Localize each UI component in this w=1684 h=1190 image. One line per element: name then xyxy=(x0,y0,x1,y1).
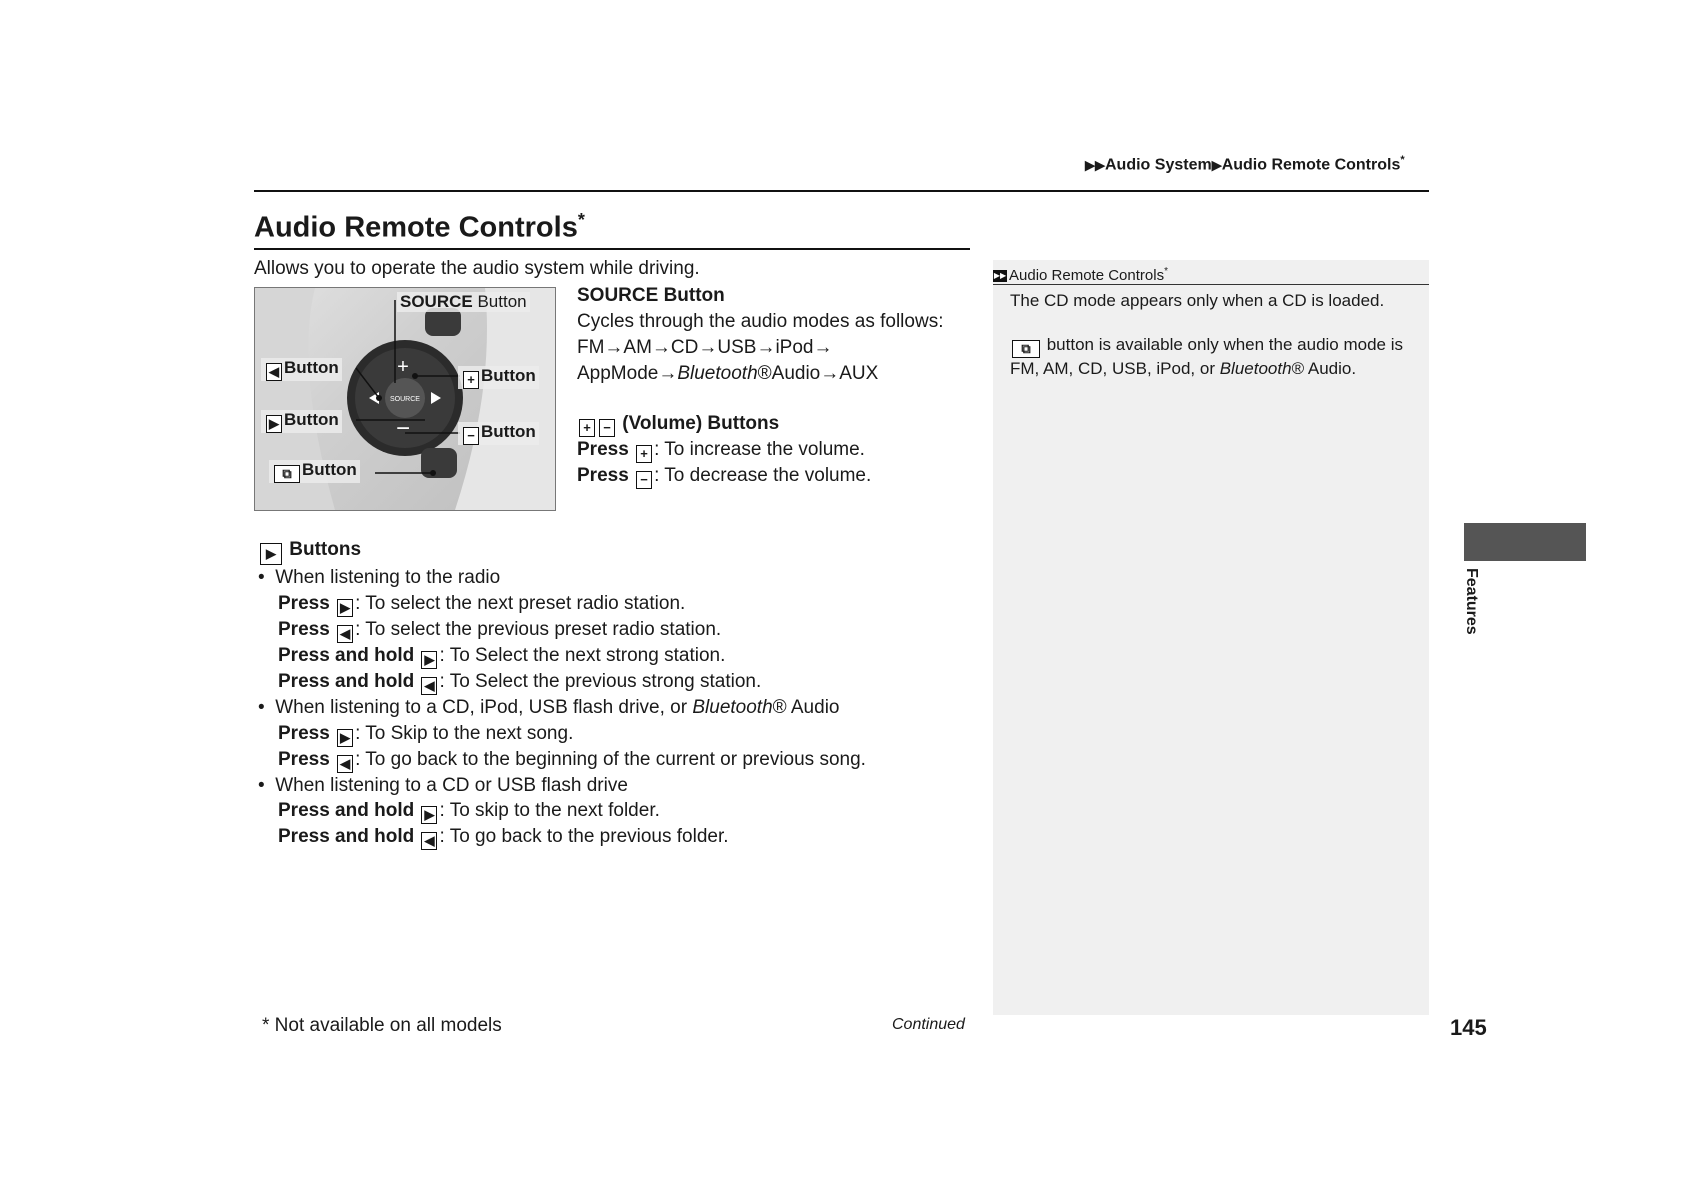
buttons-section xyxy=(258,537,866,850)
sidebar-note-mode xyxy=(1010,334,1403,380)
play-right-icon: ▶ xyxy=(337,729,353,747)
plus-box-icon: + xyxy=(636,445,652,463)
list-item: • When listening to a CD or USB flash drive xyxy=(258,774,628,796)
double-arrow-icon: ▶▶ xyxy=(993,271,1007,281)
sidebar-note-mode-c: Bluetooth xyxy=(1219,359,1292,378)
play-right-icon: ▶ xyxy=(337,599,353,617)
wheel-source-text: SOURCE xyxy=(390,396,420,403)
features-tab-label: Features xyxy=(1463,568,1480,635)
title-rule xyxy=(254,248,970,250)
minus-box-icon: − xyxy=(599,419,615,437)
source-line2: FM→AM→CD→USB→iPod→ xyxy=(577,337,833,358)
list-item: • When listening to a CD, iPod, USB flash drive, or Bluetooth® Audio xyxy=(258,696,840,718)
volume-section xyxy=(577,411,871,489)
breadcrumb-star: * xyxy=(1400,154,1405,166)
play-right-icon: ▶ xyxy=(421,806,437,824)
breadcrumb-audio-remote-controls[interactable]: Audio Remote Controls xyxy=(1221,156,1401,174)
list-item: Press ◀ : To select the previous preset radio station. xyxy=(278,618,722,641)
right-button-label: ▶ Button xyxy=(261,410,342,433)
intro-text: Allows you to operate the audio system while driving. xyxy=(254,258,700,279)
header-rule xyxy=(254,190,1429,192)
list-item: Press and hold ▶ : To Select the next strong station. xyxy=(278,644,726,667)
sidebar-note-cd: The CD mode appears only when a CD is loaded. xyxy=(1010,291,1385,310)
plus-box-icon: + xyxy=(579,419,595,437)
sidebar-heading-text: Audio Remote Controls xyxy=(1009,267,1165,284)
sidebar-note-mode-a: button is available only when the audio mode is xyxy=(1042,335,1404,354)
svg-text:+: + xyxy=(397,356,409,378)
breadcrumb-arrows-icon: ▶▶ xyxy=(1085,157,1105,173)
play-left-icon: ◀ xyxy=(421,832,437,850)
volume-increase-line: Press + : To increase the volume. xyxy=(577,439,865,461)
play-left-icon: ◀ xyxy=(421,677,437,695)
title-star: * xyxy=(577,210,585,230)
buttons-heading: ▶ Buttons xyxy=(258,537,866,565)
breadcrumb-separator-icon: ▶ xyxy=(1211,157,1222,173)
title-text: Audio Remote Controls xyxy=(254,211,578,244)
steering-controls-figure xyxy=(254,287,556,511)
mode-button-label: ⧉ Button xyxy=(269,460,360,483)
source-section xyxy=(577,283,943,387)
list-item: Press and hold ◀ : To Select the previous strong station. xyxy=(278,670,762,693)
continued-label: Continued xyxy=(892,1016,965,1033)
sidebar-heading-star: * xyxy=(1164,266,1168,277)
mode-box-icon: ⧉ xyxy=(1012,340,1040,358)
footnote: * Not available on all models xyxy=(262,1015,502,1036)
svg-text:−: − xyxy=(395,415,411,442)
features-tab[interactable] xyxy=(1464,523,1586,561)
page-number: 145 xyxy=(1450,1015,1487,1040)
breadcrumb-audio-system[interactable]: Audio System xyxy=(1105,156,1212,174)
mode-box-icon: ⧉ xyxy=(274,465,300,483)
list-item: Press ▶ : To select the next preset radio station. xyxy=(278,592,686,615)
play-left-icon: ◀ xyxy=(266,363,282,381)
list-item: Press and hold ▶ : To skip to the next folder. xyxy=(278,800,660,823)
sidebar-note-mode-b: FM, AM, CD, USB, iPod, or xyxy=(1010,359,1220,378)
minus-box-icon: − xyxy=(636,471,652,489)
sidebar-note-mode-d: ® Audio. xyxy=(1291,359,1357,378)
list-item: Press and hold ◀ : To go back to the previous folder. xyxy=(278,826,729,849)
play-right-icon: ▶ xyxy=(260,543,282,565)
volume-heading: + − (Volume) Buttons xyxy=(577,411,871,437)
play-left-icon: ◀ xyxy=(337,755,353,773)
list-item: • When listening to the radio xyxy=(258,567,501,588)
source-line3: AppMode→Bluetooth®Audio→AUX xyxy=(577,363,879,384)
minus-box-icon: − xyxy=(463,427,479,445)
sidebar-heading xyxy=(993,260,1429,285)
list-item: Press ▶ : To Skip to the next song. xyxy=(278,722,574,745)
play-left-icon: ◀ xyxy=(337,625,353,643)
play-right-icon: ▶ xyxy=(266,415,282,433)
minus-button-label: − Button xyxy=(458,422,539,445)
plus-box-icon: + xyxy=(463,371,479,389)
plus-button-label: + Button xyxy=(458,366,539,389)
volume-decrease-line: Press − : To decrease the volume. xyxy=(577,465,872,487)
source-button-label: SOURCE Button xyxy=(397,292,530,312)
play-right-icon: ▶ xyxy=(421,651,437,669)
left-button-label: ◀ Button xyxy=(261,358,342,381)
page-title xyxy=(254,210,585,245)
source-line1: Cycles through the audio modes as follows: xyxy=(577,311,944,332)
source-heading: SOURCE Button xyxy=(577,285,725,306)
breadcrumb xyxy=(1085,154,1405,174)
list-item: Press ◀ : To go back to the beginning of the current or previous song. xyxy=(278,748,866,771)
